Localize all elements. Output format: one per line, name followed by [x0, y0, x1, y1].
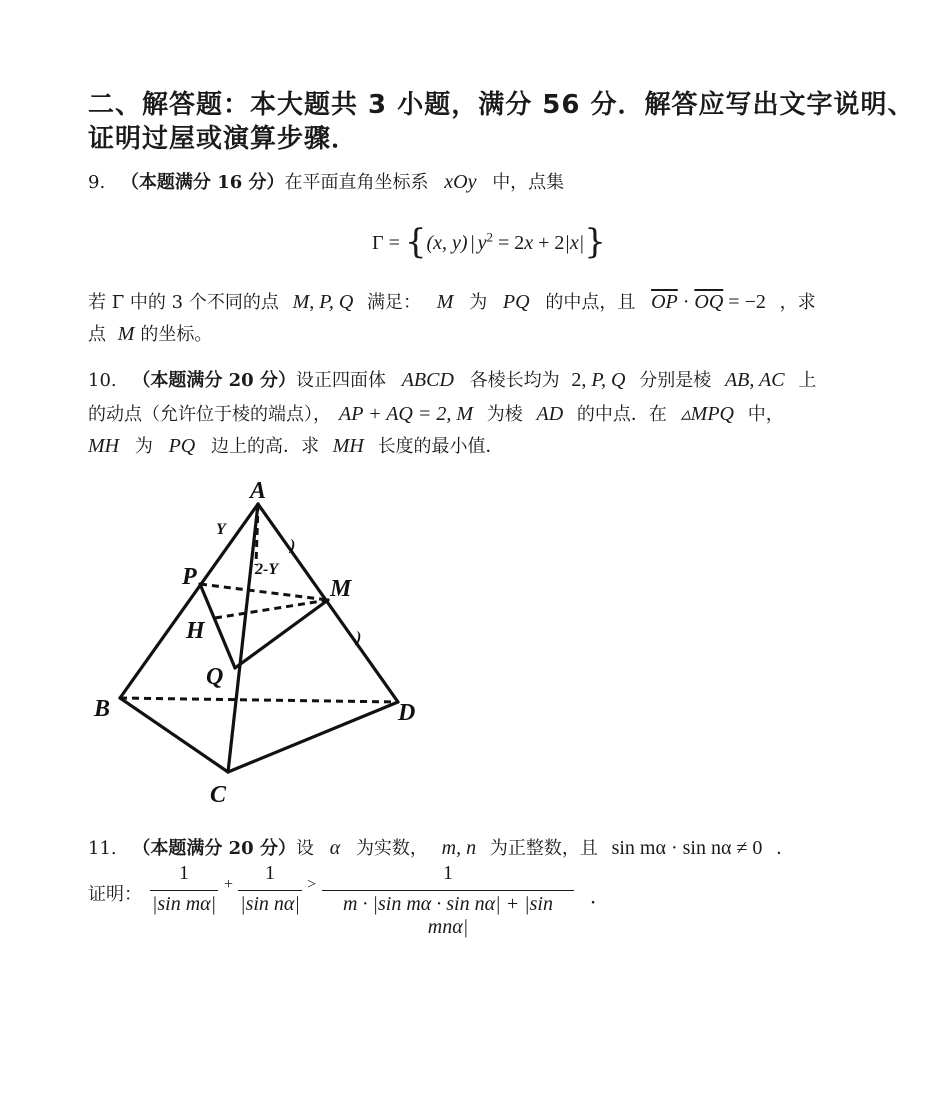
set-bar: | — [470, 232, 475, 254]
math-pq: PQ — [502, 291, 530, 313]
problem-text: 边上的高．求 — [210, 436, 319, 457]
problem-number: 9. — [88, 172, 106, 193]
problem-points: （本题满分 16 分） — [120, 172, 285, 193]
var-x: x — [524, 232, 534, 254]
fraction-1 — [150, 862, 218, 919]
problem-text: 满足： — [367, 292, 422, 313]
var-y: y — [477, 232, 487, 254]
math-condition: AP + AQ = 2, M — [339, 403, 474, 425]
equals: = 2 — [492, 232, 525, 254]
vertex-label-d: D — [398, 700, 416, 726]
dot: · — [677, 291, 695, 313]
problem-text: 的坐标。 — [140, 324, 213, 345]
edge-bd-hidden — [120, 698, 398, 702]
fraction-numerator: 1 — [443, 862, 453, 884]
problem-text: 为实数， — [355, 838, 428, 859]
problem-text: 为棱 — [486, 404, 523, 425]
plus: + 2 — [533, 232, 565, 254]
math-mh: MH — [332, 435, 364, 457]
problem-points: （本题满分 20 分） — [132, 370, 296, 391]
set-gamma-formula — [372, 218, 606, 262]
vertex-label-b: B — [94, 696, 111, 722]
problem-text: 为正整数，且 — [489, 838, 598, 859]
section-heading-line1: 二、解答题：本大题共 3 小题，满分 56 分．解答应写出文字说明、 — [88, 90, 915, 120]
math-points: M, P, Q — [292, 291, 354, 313]
problem-text: 长度的最小值． — [377, 436, 504, 457]
problem-10-line1 — [88, 366, 816, 392]
problem-10-line2 — [88, 400, 784, 426]
problem-number: 11. — [88, 838, 117, 859]
edge-cd — [228, 702, 398, 772]
proof-end-period: ． — [590, 886, 610, 908]
math-length: 2, — [571, 369, 592, 391]
gamma-symbol: Γ = — [372, 232, 400, 254]
mark-am: ) — [290, 537, 296, 554]
problem-text: 分别是棱 — [639, 370, 712, 391]
vector-oq: $\overline{OQ}$ — [694, 291, 724, 313]
problem-number: 10. — [88, 370, 117, 391]
point-label-p: P — [182, 564, 197, 590]
math-abcd: ABCD — [401, 369, 454, 391]
point-label-h: H — [186, 618, 205, 644]
fraction-3 — [322, 862, 574, 938]
problem-text: 中， — [747, 404, 784, 425]
problem-text: ，求 — [779, 292, 816, 313]
problem-11-line1 — [88, 834, 794, 860]
math-pq: P, Q — [591, 369, 626, 391]
problem-text: 设正四面体 — [295, 370, 386, 391]
fraction-2 — [238, 862, 302, 919]
math-mn: m, n — [441, 837, 477, 859]
problem-text: 中，点集 — [492, 172, 565, 193]
vector-op: $\overline{OP}$ — [651, 291, 678, 313]
problem-9-header — [88, 168, 564, 194]
fraction-denominator: m · |sin mα · sin nα| + |sin mnα| — [343, 893, 553, 938]
mark-aq: 2-Y — [255, 561, 279, 578]
math-coord-system: xOy — [444, 171, 477, 193]
problem-text: 各棱长均为 — [469, 370, 560, 391]
fraction-denominator: |sin mα| — [151, 893, 217, 915]
fraction-bar — [238, 890, 302, 891]
fraction-numerator: 1 — [265, 862, 275, 884]
math-edges: AB, AC — [724, 369, 785, 391]
value: = −2 — [723, 291, 766, 313]
segment-qm — [235, 600, 328, 668]
problem-10-line3 — [88, 432, 504, 458]
math-triangle: ▵MPQ — [680, 403, 734, 425]
exponent: 2 — [486, 229, 493, 245]
brace-open: { — [404, 222, 427, 262]
problem-text: ． — [776, 838, 795, 859]
segment-pm-hidden — [200, 584, 328, 600]
math-pq: PQ — [168, 435, 196, 457]
fraction-denominator: |sin nα| — [240, 893, 300, 915]
edge-ac — [228, 504, 258, 772]
problem-text: 的中点．在 — [576, 404, 667, 425]
problem-text: 点 — [88, 324, 106, 345]
problem-9-question-line2 — [88, 320, 212, 346]
segment-pq — [200, 584, 235, 668]
brace-close: } — [584, 222, 606, 262]
vertex-label-a: A — [250, 478, 267, 504]
problem-text: 的中点，且 — [545, 292, 636, 313]
edge-ad — [258, 504, 398, 702]
fraction-bar — [322, 890, 574, 891]
problem-text: 设 — [295, 838, 314, 859]
problem-text: 上 — [798, 370, 817, 391]
math-condition: sin mα · sin nα ≠ 0 — [611, 837, 763, 859]
section-heading-line2: 证明过屋或演算步骤． — [88, 124, 359, 154]
mark-ap: Y — [216, 521, 226, 538]
math-mh: MH — [88, 435, 120, 457]
problem-text: 若 Γ 中的 3 个不同的点 — [88, 292, 279, 313]
problem-points: （本题满分 20 分） — [132, 838, 296, 859]
problem-text: 的动点（允许位于棱的端点）， — [88, 404, 331, 425]
math-alpha: α — [329, 837, 341, 859]
edge-ab — [120, 504, 258, 698]
vertex-label-c: C — [210, 782, 227, 808]
proof-label: 证明： — [88, 884, 142, 905]
edge-bc — [120, 698, 228, 772]
segment-hm-hidden — [215, 600, 328, 618]
math-m: M — [436, 291, 454, 313]
math-ad: AD — [536, 403, 564, 425]
problem-text: 在平面直角坐标系 — [284, 172, 429, 193]
fraction-numerator: 1 — [179, 862, 189, 884]
plus-sign: + — [224, 876, 234, 893]
abs-x: |x| — [564, 232, 585, 254]
problem-9-question-line1 — [88, 288, 816, 314]
mark-md: ) — [356, 629, 362, 646]
point-label-q: Q — [206, 664, 224, 690]
fraction-bar — [150, 890, 218, 891]
math-m: M — [117, 323, 135, 345]
problem-text: 为 — [469, 292, 488, 313]
greater-than-sign: > — [307, 876, 317, 893]
problem-text: 为 — [134, 436, 153, 457]
point-label-m: M — [330, 576, 352, 602]
pair-xy: (x, y) — [426, 232, 468, 254]
tetrahedron-figure — [80, 470, 440, 810]
